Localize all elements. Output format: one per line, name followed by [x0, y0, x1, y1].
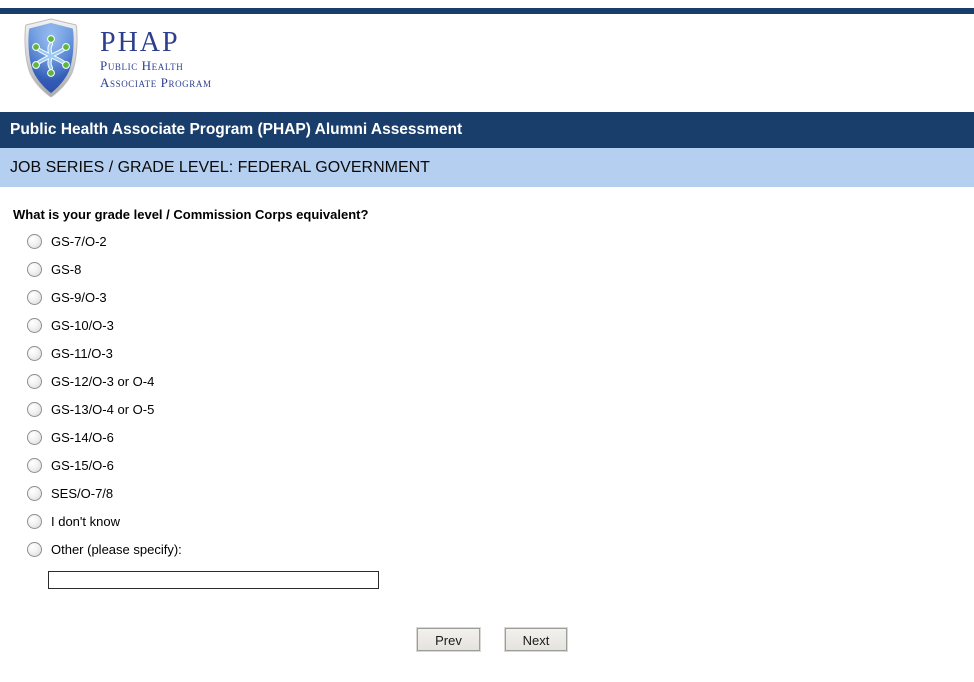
radio-button[interactable]: [27, 402, 42, 417]
survey-title-bar: [0, 112, 974, 148]
radio-option-label: I don't know: [51, 513, 120, 529]
prev-button[interactable]: Prev: [417, 628, 480, 651]
radio-button[interactable]: [27, 290, 42, 305]
radio-button[interactable]: [27, 234, 42, 249]
radio-option-label: GS-14/O-6: [51, 429, 114, 445]
other-specify-input[interactable]: [48, 571, 379, 589]
radio-button[interactable]: [27, 430, 42, 445]
next-button[interactable]: Next: [505, 628, 567, 651]
radio-button[interactable]: [27, 318, 42, 333]
radio-button[interactable]: [27, 542, 42, 557]
radio-button[interactable]: [27, 514, 42, 529]
logo-subtitle-line1: Public Health: [100, 58, 184, 73]
radio-option-row: [27, 367, 182, 395]
radio-option-row: [27, 479, 182, 507]
radio-option-label: GS-13/O-4 or O-5: [51, 401, 155, 417]
radio-option-row: [27, 311, 182, 339]
radio-option-label: GS-7/O-2: [51, 233, 107, 249]
radio-option-label: GS-15/O-6: [51, 457, 114, 473]
radio-option-label: SES/O-7/8: [51, 485, 114, 501]
radio-option-row: [27, 395, 182, 423]
radio-option-label: GS-12/O-3 or O-4: [51, 373, 155, 389]
survey-title: Public Health Associate Program (PHAP) Alumni Assessment: [10, 121, 463, 138]
section-banner: [0, 148, 974, 187]
radio-option-label: Other (please specify):: [51, 541, 182, 557]
radio-option-label: GS-11/O-3: [51, 345, 113, 361]
radio-option-label: GS-8: [51, 261, 82, 277]
shield-with-people-icon: [20, 18, 82, 98]
radio-option-label: GS-10/O-3: [51, 317, 114, 333]
radio-button[interactable]: [27, 374, 42, 389]
radio-option-row: [27, 339, 182, 367]
section-banner-label: JOB SERIES / GRADE LEVEL: FEDERAL GOVERNMENT: [10, 159, 430, 176]
radio-option-row: [27, 283, 182, 311]
radio-button[interactable]: [27, 458, 42, 473]
logo-subtitle-line2: Associate Program: [100, 75, 212, 90]
question-text: What is your grade level / Commission Corps equivalent?: [13, 207, 369, 222]
radio-option-label: GS-9/O-3: [51, 289, 107, 305]
phap-logo: [20, 18, 212, 98]
radio-option-row: [27, 227, 182, 255]
radio-button[interactable]: [27, 262, 42, 277]
logo-text: [100, 18, 212, 98]
top-accent-strip: [0, 8, 974, 14]
radio-option-row: [27, 423, 182, 451]
logo-acronym: PHAP: [100, 27, 180, 58]
radio-button[interactable]: [27, 486, 42, 501]
radio-option-row: [27, 535, 182, 563]
options-list: [27, 227, 182, 563]
radio-button[interactable]: [27, 346, 42, 361]
radio-option-row: [27, 255, 182, 283]
radio-option-row: [27, 507, 182, 535]
radio-option-row: [27, 451, 182, 479]
